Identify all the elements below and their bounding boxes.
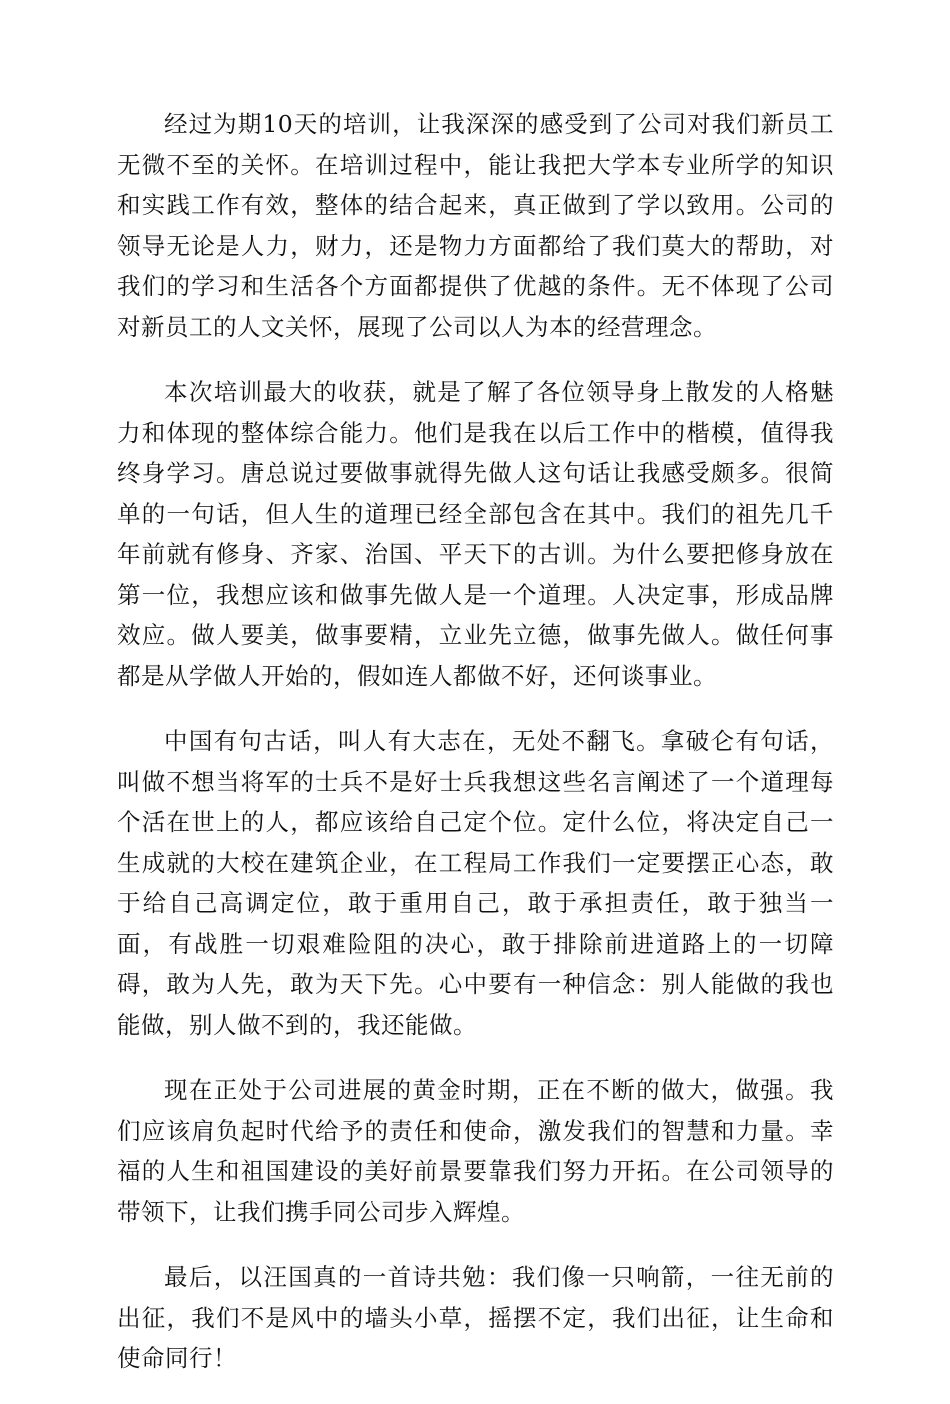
document-body	[117, 104, 834, 1404]
paragraph-1: 经过为期10天的培训，让我深深的感受到了公司对我们新员工无微不至的关怀。在培训过程中，能让我把大学本专业所学的知识和实践工作有效，整体的结合起来，真正做到了学以致用。公司的领导无论是人力，财力，还是物力方面都给了我们莫大的帮助，对我们的学习和生活各个方面都提供了优越的条件。无不体现了公司对新员工的人文关怀，展现了公司以人为本的经营理念。	[117, 110, 834, 341]
paragraph-2: 本次培训最大的收获，就是了解了各位领导身上散发的人格魅力和体现的整体综合能力。他们是我在以后工作中的楷模，值得我终身学习。唐总说过要做事就得先做人这句话让我感受颇多。很简单的一句话，但人生的道理已经全部包含在其中。我们的祖先几千年前就有修身、齐家、治国、平天下的古训。为什么要把修身放在第一位，我想应该和做事先做人是一个道理。人决定事，形成品牌效应。做人要美，做事要精，立业先立德，做事先做人。做任何事都是从学做人开始的，假如连人都做不好，还何谈事业。	[117, 378, 834, 690]
paragraph-4: 现在正处于公司进展的黄金时期，正在不断的做大，做强。我们应该肩负起时代给予的责任和使命，激发我们的智慧和力量。幸福的人生和祖国建设的美好前景要靠我们努力开拓。在公司领导的带领下，让我们携手同公司步入辉煌。	[117, 1076, 834, 1226]
paragraph-3: 中国有句古话，叫人有大志在，无处不翻飞。拿破仑有句话，叫做不想当将军的士兵不是好士兵我想这些名言阐述了一个道理每个活在世上的人，都应该给自己定个位。定什么位，将决定自己一生成就的大校在建筑企业，在工程局工作我们一定要摆正心态，敢于给自己高调定位，敢于重用自己，敢于承担责任，敢于独当一面，有战胜一切艰难险阻的决心，敢于排除前进道路上的一切障碍，敢为人先，敢为天下先。心中要有一种信念：别人能做的我也能做，别人做不到的，我还能做。	[117, 727, 834, 1039]
paragraph-5: 最后，以汪国真的一首诗共勉：我们像一只响箭，一往无前的出征，我们不是风中的墙头小草，摇摆不定，我们出征，让生命和使命同行！	[117, 1263, 834, 1372]
